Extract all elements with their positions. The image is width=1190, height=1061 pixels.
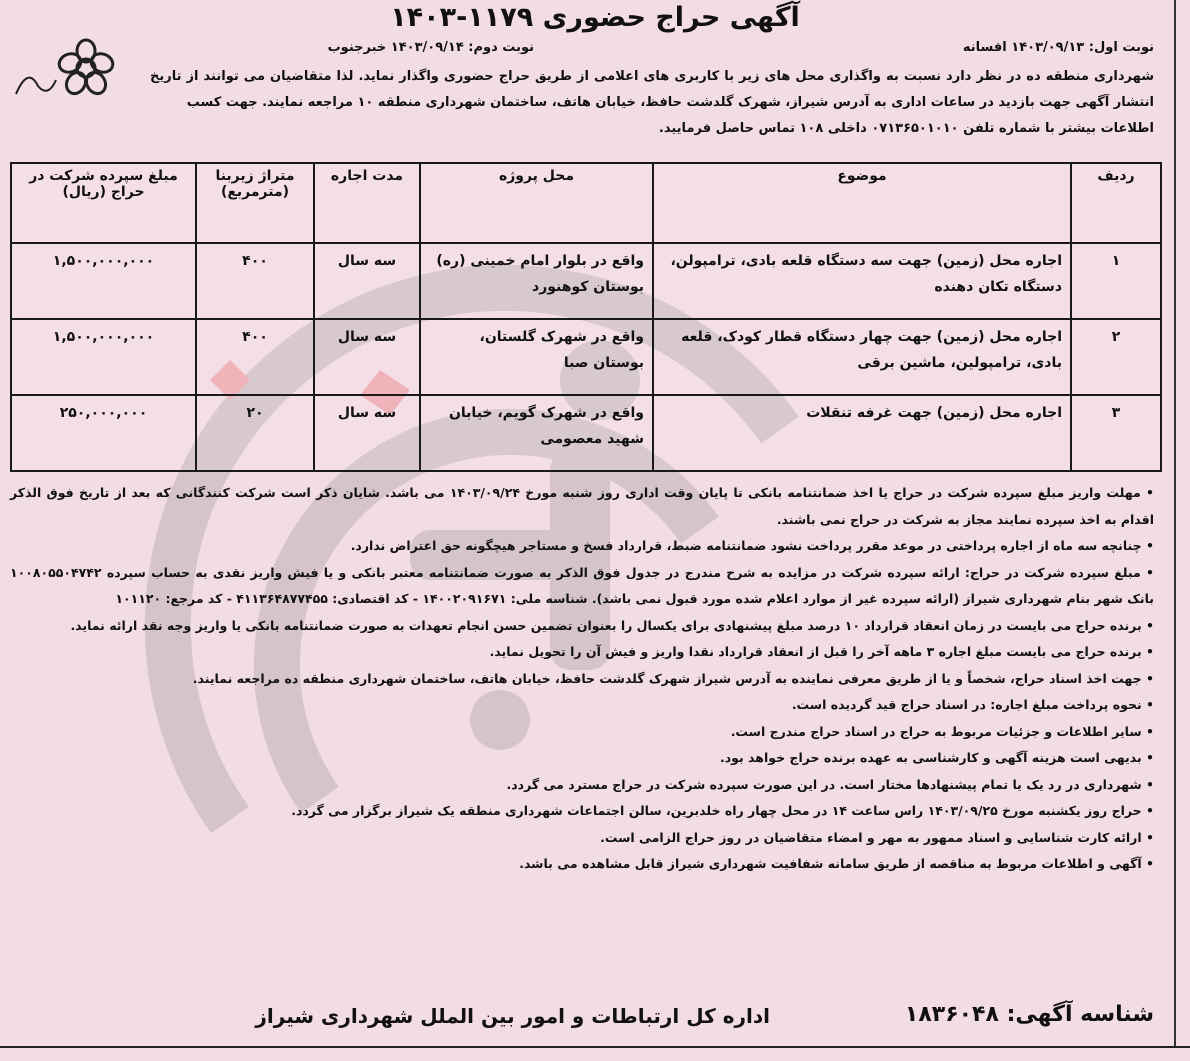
issuing-office: اداره کل ارتباطات و امور بین الملل شهرداری شیراز [255,1004,770,1028]
row-subject: اجاره محل (زمین) جهت سه دستگاه قلعه بادی، ترامپولن، دستگاه تکان دهنده [653,243,1071,319]
header-deposit: مبلغ سپرده شرکت در حراج (ریال) [11,163,196,243]
row-duration: سه سال [314,319,420,395]
border-rule [1174,0,1176,1046]
row-area: ۴۰۰ [196,243,314,319]
page-title: آگهی حراج حضوری ۱۱۷۹-۱۴۰۳ [390,2,800,33]
row-area: ۴۰۰ [196,319,314,395]
note-item: • سایر اطلاعات و جزئیات مربوط به حراج در اسناد حراج مندرج است. [730,723,1154,739]
note-item: • مهلت واریز مبلغ سپرده شرکت در حراج یا اخذ ضمانتنامه بانکی تا پایان وقت اداری روز شنبه مورخ ۱۴۰۳/۰۹/۲۴ می باشد. شایان ذکر است شرکت کنندگانی که بعد از تاریخ فوق الذکر اقدام به اخذ سپرده نمایند مجاز به شرکت در حراج نمی باشند. [10,485,1155,527]
note-item: • بدیهی است هزینه آگهی و کارشناسی به عهده برنده حراج خواهد بود. [720,750,1154,765]
note-item: • ارائه کارت شناسایی و اسناد ممهور به مهر و امضاء متقاضیان در روز حراج الزامی است. [600,829,1154,845]
note-item: • برنده حراج می بایست در زمان انعقاد قرارداد ۱۰ درصد مبلغ پیشنهادی برای یکسال را بعنوان تضمین حسن انجام تعهدات به صورت ضمانتنامه بانکی یا واریز وجه نقد ارائه نماید. [70,617,1154,633]
row-location: واقع در شهرک گلستان، بوستان صبا [420,319,653,395]
row-deposit: ۲۵۰,۰۰۰,۰۰۰ [11,395,196,471]
note-item: • برنده حراج می بایست مبلغ اجاره ۳ ماهه آخر را قبل از انعقاد قرارداد نقدا واریز و فیش آن را تحویل نماید. [489,644,1154,659]
row-duration: سه سال [314,395,420,471]
note-item: • حراج روز یکشنبه مورخ ۱۴۰۳/۰۹/۲۵ راس ساعت ۱۴ در محل چهار راه خلدبرین، سالن اجتماعات شهرداری منطقه یک شیراز برگزار می گردد. [291,803,1154,818]
intro-paragraph: شهرداری منطقه ده در نظر دارد نسبت به واگذاری محل های زیر با کاربری های اعلامی از طریق حراج حضوری واگذار نماید. لذا متقاضیان می توانند از تاریخ انتشار آگهی جهت بازدید در ساعات اداری به آدرس شیراز، شهرک گلدشت حافظ، خیابان هاتف، ساختمان شهرداری منطقه ۱۰ مراجعه نمایند. جهت کسب [150,69,1154,110]
auction-table [10,162,1162,472]
row-location: واقع در شهرک گویم، خیابان شهید معصومی [420,395,653,471]
row-location: واقع در بلوار امام خمینی (ره) بوستان کوهنورد [420,243,653,319]
row-number: ۱ [1071,243,1161,319]
row-number: ۳ [1071,395,1161,471]
row-number: ۲ [1071,319,1161,395]
publication-turns [150,40,1154,62]
ad-code: شناسه آگهی: ۱۸۳۶۰۴۸ [904,1002,1154,1027]
note-item: • آگهی و اطلاعات مربوط به مناقصه از طریق سامانه شفافیت شهرداری شیراز قابل مشاهده می باشد. [519,856,1154,871]
note-item: • جهت اخذ اسناد حراج، شخصاً و یا از طریق معرفی نماینده به آدرس شیراز شهرک گلدشت حافظ، خیابان هاتف، ساختمان شهرداری منطقه ده مراجعه نمایند. [192,670,1154,686]
row-deposit: ۱,۵۰۰,۰۰۰,۰۰۰ [11,319,196,395]
row-duration: سه سال [314,243,420,319]
municipality-logo-icon [8,36,136,106]
note-item: • شهرداری در رد یک یا تمام پیشنهادها مختار است. در این صورت سپرده شرکت در حراج مسترد می گردد. [506,776,1154,792]
header-duration: مدت اجاره [314,163,420,243]
footer-divider [0,1046,1190,1048]
header-subject: موضوع [653,163,1071,243]
note-item: • نحوه پرداخت مبلغ اجاره: در اسناد حراج قید گردیده است. [791,697,1154,712]
note-item: • چنانچه سه ماه از اجاره پرداختی در موعد مقرر پرداخت نشود ضمانتنامه ضبط، قرارداد فسخ و مستاجر هیچگونه حق اعتراض ندارد. [350,538,1154,553]
notes-list [10,480,1154,878]
note-item: • مبلغ سپرده شرکت در حراج: ارائه سپرده شرکت در مزایده به شرح مندرج در جدول فوق الذکر به صورت ضمانتنامه معتبر بانکی و یا فیش واریز نقدی به حساب سپرده ۱۰۰۸۰۵۵۰۴۷۴۲ بانک شهر بنام شهرداری شیراز (ارائه سپرده غیر از موارد اعلام شده مورد قبول نمی باشد). شناسه ملی: ۱۴۰۰۲۰۹۱۶۷۱ - کد اقتصادی: ۴۱۱۳۶۴۸۷۷۴۵۵ - کد مرجع: ۱۰۱۱۲۰ [10,564,1154,606]
second-turn: نوبت دوم: ۱۴۰۳/۰۹/۱۴ خبرجنوب [327,40,534,55]
row-area: ۲۰ [196,395,314,471]
table-row [11,243,1161,319]
header-area: متراژ زیربنا (مترمربع) [196,163,314,243]
row-subject: اجاره محل (زمین) جهت چهار دستگاه قطار کودک، قلعه بادی، ترامپولین، ماشین برقی [653,319,1071,395]
header-location: محل پروژه [420,163,653,243]
intro-contact-line: اطلاعات بیشتر با شماره تلفن ۰۷۱۳۶۵۰۱۰۱۰ داخلی ۱۰۸ تماس حاصل فرمایید. [658,121,1154,136]
header-row-number: ردیف [1071,163,1161,243]
row-deposit: ۱,۵۰۰,۰۰۰,۰۰۰ [11,243,196,319]
table-header-row [11,163,1161,243]
row-subject: اجاره محل (زمین) جهت غرفه تنقلات [653,395,1071,471]
footer [0,1002,1190,1042]
table-row [11,395,1161,471]
first-turn: نوبت اول: ۱۴۰۳/۰۹/۱۳ افسانه [962,40,1154,55]
table-row [11,319,1161,395]
